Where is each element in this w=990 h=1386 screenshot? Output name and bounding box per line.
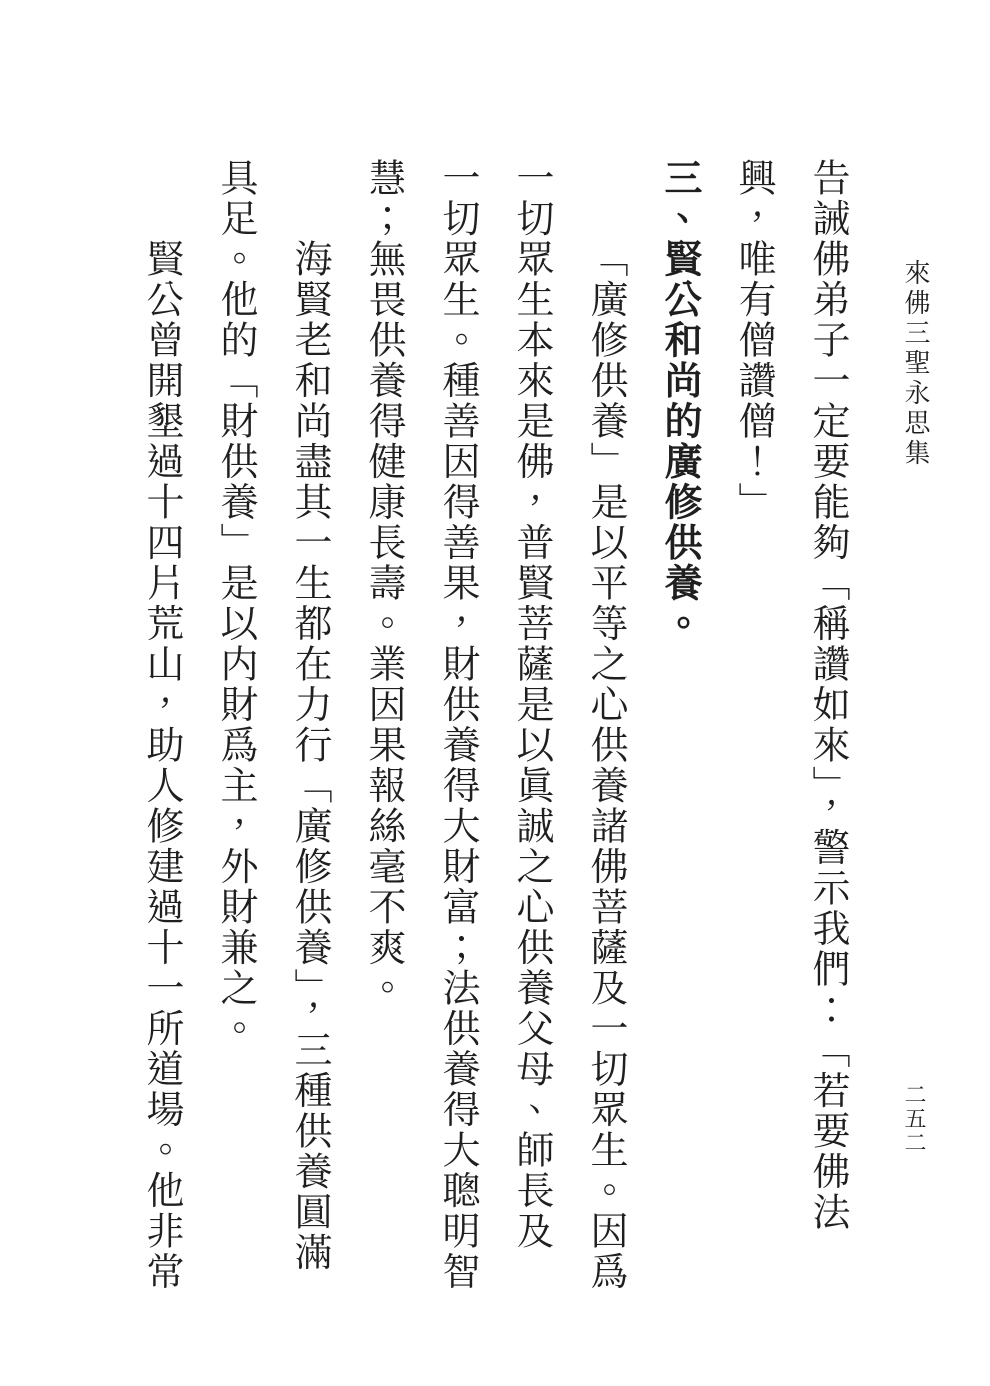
section-heading: 三、賢公和尚的廣修供養。 xyxy=(658,158,700,644)
text-column: 「廣修供養」是以平等之心供養諸佛菩薩及一切眾生。因爲 xyxy=(584,239,626,1292)
page-number: 二五二 xyxy=(902,1083,927,1155)
text-column: 海賢老和尚盡其一生都在力行「廣修供養」，三種供養圓滿 xyxy=(288,239,330,1273)
text-column: 告誡佛弟子一定要能夠「稱讚如來」，警示我們：「若要佛法 xyxy=(806,158,848,1233)
text-column: 賢公曾開墾過十四片荒山，助人修建過十一所道場。他非常 xyxy=(140,239,182,1292)
text-column: 一切眾生本來是佛，普賢菩薩是以眞誠之心供養父母、師長及 xyxy=(510,158,552,1252)
text-column: 具足。他的「財供養」是以内財爲主，外財兼之。 xyxy=(214,158,256,1049)
running-head-book-title: 來佛三聖永思集 xyxy=(901,259,930,469)
main-text-block xyxy=(124,158,864,1303)
text-column: 一切眾生。種善因得善果，財供養得大財富；法供養得大聰明智 xyxy=(436,158,478,1292)
text-column: 慧；無畏供養得健康長壽。業因果報絲毫不爽。 xyxy=(362,158,404,1009)
text-column: 興，唯有僧讚僧！」 xyxy=(732,158,774,523)
